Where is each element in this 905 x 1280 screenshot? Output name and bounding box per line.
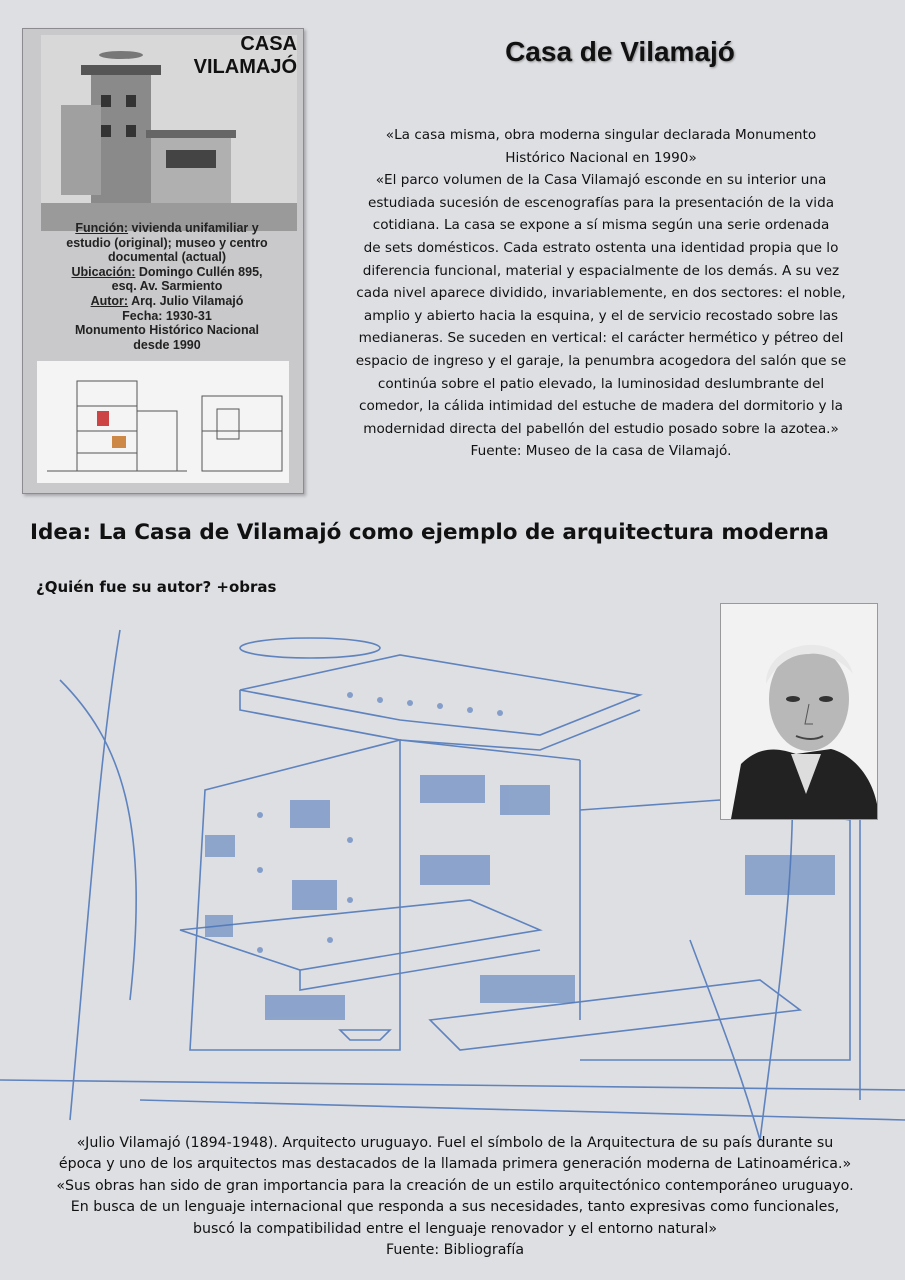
funcion-line2: estudio (original); museo y centro bbox=[66, 235, 268, 250]
autor-label: Autor: bbox=[90, 293, 129, 308]
ubicacion-text: Domingo Cullén 895, bbox=[135, 264, 263, 279]
card-title-line: CASA bbox=[240, 33, 297, 55]
bio-line: época y uno de los arquitectos mas destacados de la llamada primera generación moderna de Latinoamérica.» bbox=[58, 1156, 852, 1173]
fecha-line: Fecha: 1930-31 bbox=[122, 308, 212, 323]
quote-line: continúa sobre el patio elevado, la luminosidad deslumbrante del bbox=[377, 375, 825, 392]
idea-heading: Idea: La Casa de Vilamajó como ejemplo de arquitectura moderna bbox=[30, 520, 829, 545]
ubicacion-line bbox=[47, 265, 287, 280]
bio-line: «Sus obras han sido de gran importancia para la creación de un estilo arquitectónico contemporáneo uruguayo. bbox=[56, 1177, 854, 1194]
ubicacion-label: Ubicación: bbox=[71, 264, 136, 279]
card-facts bbox=[47, 221, 287, 352]
quote-line: cotidiana. La casa se expone a sí misma según una serie ordenada bbox=[372, 217, 830, 234]
quote-line: espacio de ingreso y el garaje, la penumbra acogedora del salón que se bbox=[355, 352, 847, 369]
bio-source: Fuente: Bibliografía bbox=[385, 1242, 525, 1259]
funcion-line bbox=[47, 221, 287, 236]
ubicacion-line2: esq. Av. Sarmiento bbox=[111, 279, 223, 294]
quote-line: modernidad directa del pabellón del estudio posado sobre la azotea.» bbox=[363, 420, 839, 437]
quote-line: cada nivel aparece dividido, invariablemente, en dos sectores: el noble, bbox=[356, 285, 846, 302]
quote-line: «El parco volumen de la Casa Vilamajó esconde en su interior una bbox=[375, 172, 827, 189]
quote-source: Fuente: Museo de la casa de Vilamajó. bbox=[470, 443, 732, 460]
plans-drawing bbox=[37, 361, 289, 483]
monumento-line2: desde 1990 bbox=[133, 337, 201, 352]
quote-line: de sets domésticos. Cada estrato ostenta una identidad propia que lo bbox=[363, 239, 839, 256]
autor-line bbox=[47, 294, 287, 309]
quote-block bbox=[306, 124, 896, 463]
funcion-label: Función: bbox=[75, 221, 129, 235]
bio-line: buscó la compatibilidad entre el lenguaje renovador y el entorno natural» bbox=[192, 1220, 718, 1237]
quote-line: comedor, la cálida intimidad del estuche de madera del dormitorio y la bbox=[359, 398, 843, 415]
card-title bbox=[194, 33, 297, 79]
quote-line: diferencia funcional, material y espacialmente de los demás. A su vez bbox=[362, 262, 840, 279]
autor-text: Arq. Julio Vilamajó bbox=[128, 293, 244, 308]
author-question: ¿Quién fue su autor? +obras bbox=[36, 578, 277, 596]
quote-line: Histórico Nacional en 1990» bbox=[505, 149, 697, 166]
info-card bbox=[22, 28, 304, 494]
card-title-line: VILAMAJÓ bbox=[193, 56, 297, 78]
quote-line: estudiada sucesión de escenografías para la presentación de la vida bbox=[367, 194, 835, 211]
author-portrait bbox=[720, 603, 878, 820]
bio-line: En busca de un lenguaje internacional que responda a sus necesidades, tanto expresivas como funcionales, bbox=[70, 1199, 840, 1216]
funcion-text: vivienda unifamiliar y bbox=[128, 221, 259, 235]
bio-line: «Julio Vilamajó (1894-1948). Arquitecto uruguayo. Fuel el símbolo de la Arquitectura de su país durante su bbox=[76, 1135, 834, 1151]
quote-line: amplio y abierto hacia la esquina, y el de servicio recostado sobre las bbox=[363, 307, 839, 324]
quote-line: «La casa misma, obra moderna singular declarada Monumento bbox=[385, 127, 817, 143]
monumento-line1: Monumento Histórico Nacional bbox=[74, 323, 260, 338]
author-bio bbox=[20, 1133, 890, 1261]
page-title: Casa de Vilamajó bbox=[505, 36, 735, 67]
quote-line: medianeras. Se suceden en vertical: el carácter hermético y pétreo del bbox=[358, 330, 844, 347]
funcion-line3: documental (actual) bbox=[107, 250, 227, 265]
